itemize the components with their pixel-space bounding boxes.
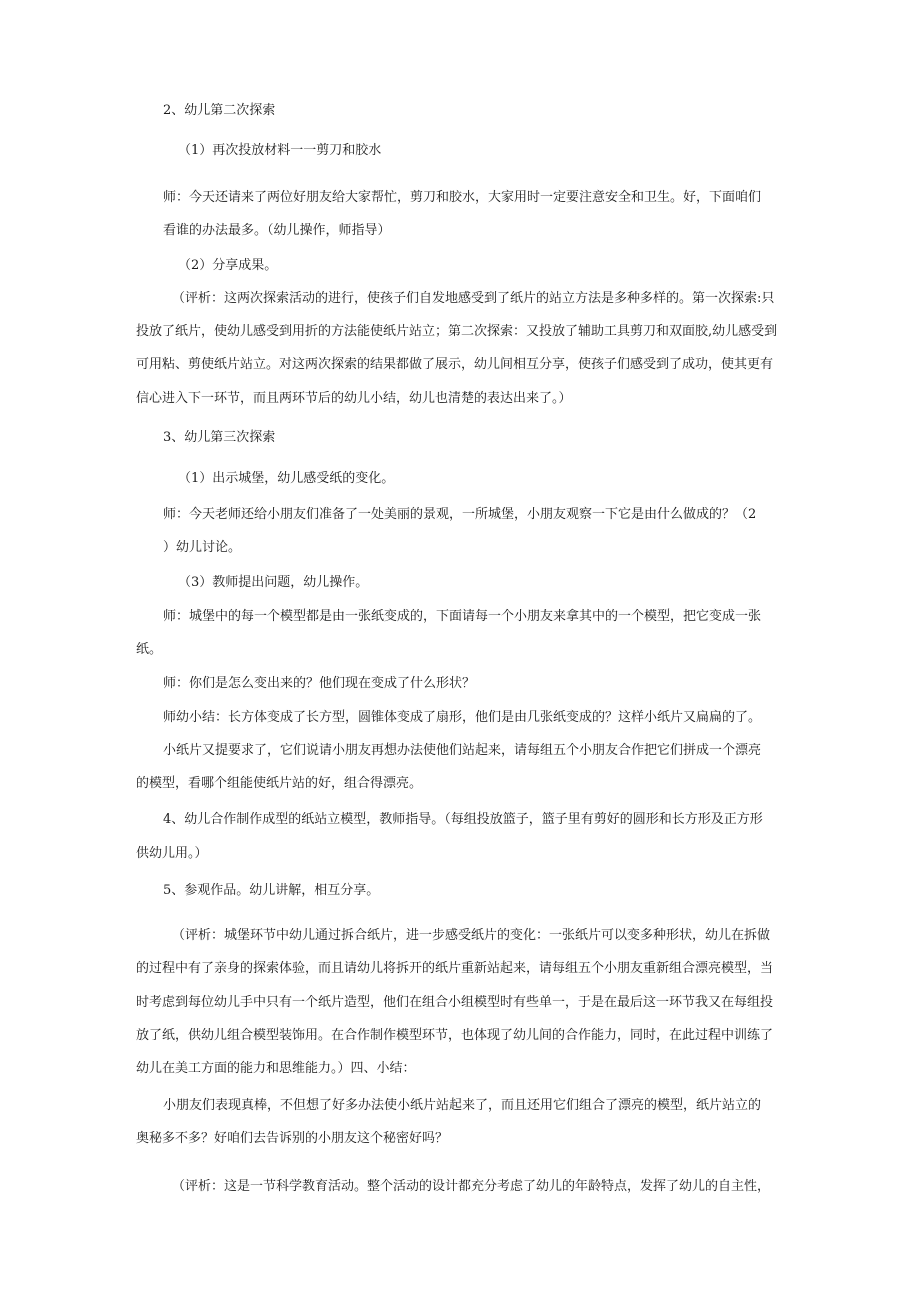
paragraph-line: 师幼小结：长方体变成了长方型，圆锥体变成了扇形，他们是由几张纸变成的？这样小纸片又扁扁的了。 xyxy=(163,710,762,725)
step-1-scissors-glue: （1）再次投放材料一一剪刀和胶水 xyxy=(178,143,382,158)
paragraph-line: 供幼儿用。） xyxy=(136,846,208,861)
heading-third-exploration: 3、幼儿第三次探索 xyxy=(163,430,276,445)
commentary-line: 的过程中有了亲身的探索体验，而且请幼儿将拆开的纸片重新站起来，请每组五个小朋友重新组合漂亮模型，当 xyxy=(136,961,774,976)
step-5-view-works: 5、参观作品。幼儿讲解，相互分享。 xyxy=(163,883,380,898)
commentary-line: 幼儿在美工方面的能力和思维能力。）四、小结： xyxy=(136,1061,416,1076)
commentary-line: 时考虑到每位幼儿手中只有一个纸片造型，他们在组合小组模型时有些单一，于是在最后这一环节我又在每组投 xyxy=(136,995,774,1010)
paragraph-line: 的模型，看哪个组能使纸片站的好，组合得漂亮。 xyxy=(136,776,423,791)
paragraph-line: 纸。 xyxy=(136,642,163,657)
paragraph-line: 看谁的办法最多。（幼儿操作，师指导） xyxy=(163,223,391,238)
commentary-line: 信心进入下一环节，而且两环节后的幼儿小结，幼儿也清楚的表达出来了。） xyxy=(136,391,572,406)
step-3-teacher-question: （3）教师提出问题，幼儿操作。 xyxy=(178,575,369,590)
commentary-line: （评析：这是一节科学教育活动。整个活动的设计都充分考虑了幼儿的年龄特点，发挥了幼儿的自主性， xyxy=(172,1179,771,1194)
summary-line: 小朋友们表现真棒，不但想了好多办法使小纸片站起来了，而且还用它们组合了漂亮的模型，纸片站立的 xyxy=(163,1098,762,1113)
step-2-share-results: （2）分享成果。 xyxy=(178,258,278,273)
paragraph-line: ）幼儿讨论。 xyxy=(163,540,242,555)
commentary-line: 放了纸，供幼儿组合模型装饰用。在合作制作模型环节，也体现了幼儿间的合作能力，同时，在此过程中训练了 xyxy=(136,1028,774,1043)
step-1-castle: （1）出示城堡，幼儿感受纸的变化。 xyxy=(178,471,395,486)
commentary-line: （评析：这两次探索活动的进行，使孩子们自发地感受到了纸片的站立方法是多种多样的。第一次探索:只 xyxy=(172,291,775,306)
paragraph-line: 小纸片又提要求了，它们说请小朋友再想办法使他们站起来，请每组五个小朋友合作把它们拼成一个漂亮 xyxy=(163,743,762,758)
paragraph-line: 师：今天还请来了两位好朋友给大家帮忙，剪刀和胶水，大家用时一定要注意安全和卫生。好，下面咱们 xyxy=(163,190,762,205)
commentary-line: 可用粘、剪使纸片站立。对这两次探索的结果都做了展示，幼儿间相互分享，使孩子们感受到了成功，使其更有 xyxy=(136,357,774,372)
paragraph-line: 师：今天老师还给小朋友们准备了一处美丽的景观，一所城堡，小朋友观察一下它是由什么做成的？（2 xyxy=(163,507,757,522)
step-4-group-model: 4、幼儿合作制作成型的纸站立模型，教师指导。（每组投放篮子，篮子里有剪好的圆形和长方形及正方形 xyxy=(163,812,763,827)
commentary-line: 投放了纸片，使幼儿感受到用折的方法能使纸片站立；第二次探索：又投放了辅助工具剪刀和双面胶,幼儿感受到 xyxy=(136,324,778,339)
paragraph-line: 师：城堡中的每一个模型都是由一张纸变成的，下面请每一个小朋友来拿其中的一个模型，把它变成一张 xyxy=(163,609,762,624)
heading-second-exploration: 2、幼儿第二次探索 xyxy=(163,103,276,118)
summary-line: 奥秘多不多？好咱们去告诉别的小朋友这个秘密好吗？ xyxy=(136,1131,449,1146)
commentary-line: （评析：城堡环节中幼儿通过拆合纸片，进一步感受纸片的变化：一张纸片可以变多种形状，幼儿在拆做 xyxy=(172,928,771,943)
paragraph-line: 师：你们是怎么变出来的？他们现在变成了什么形状？ xyxy=(163,676,476,691)
